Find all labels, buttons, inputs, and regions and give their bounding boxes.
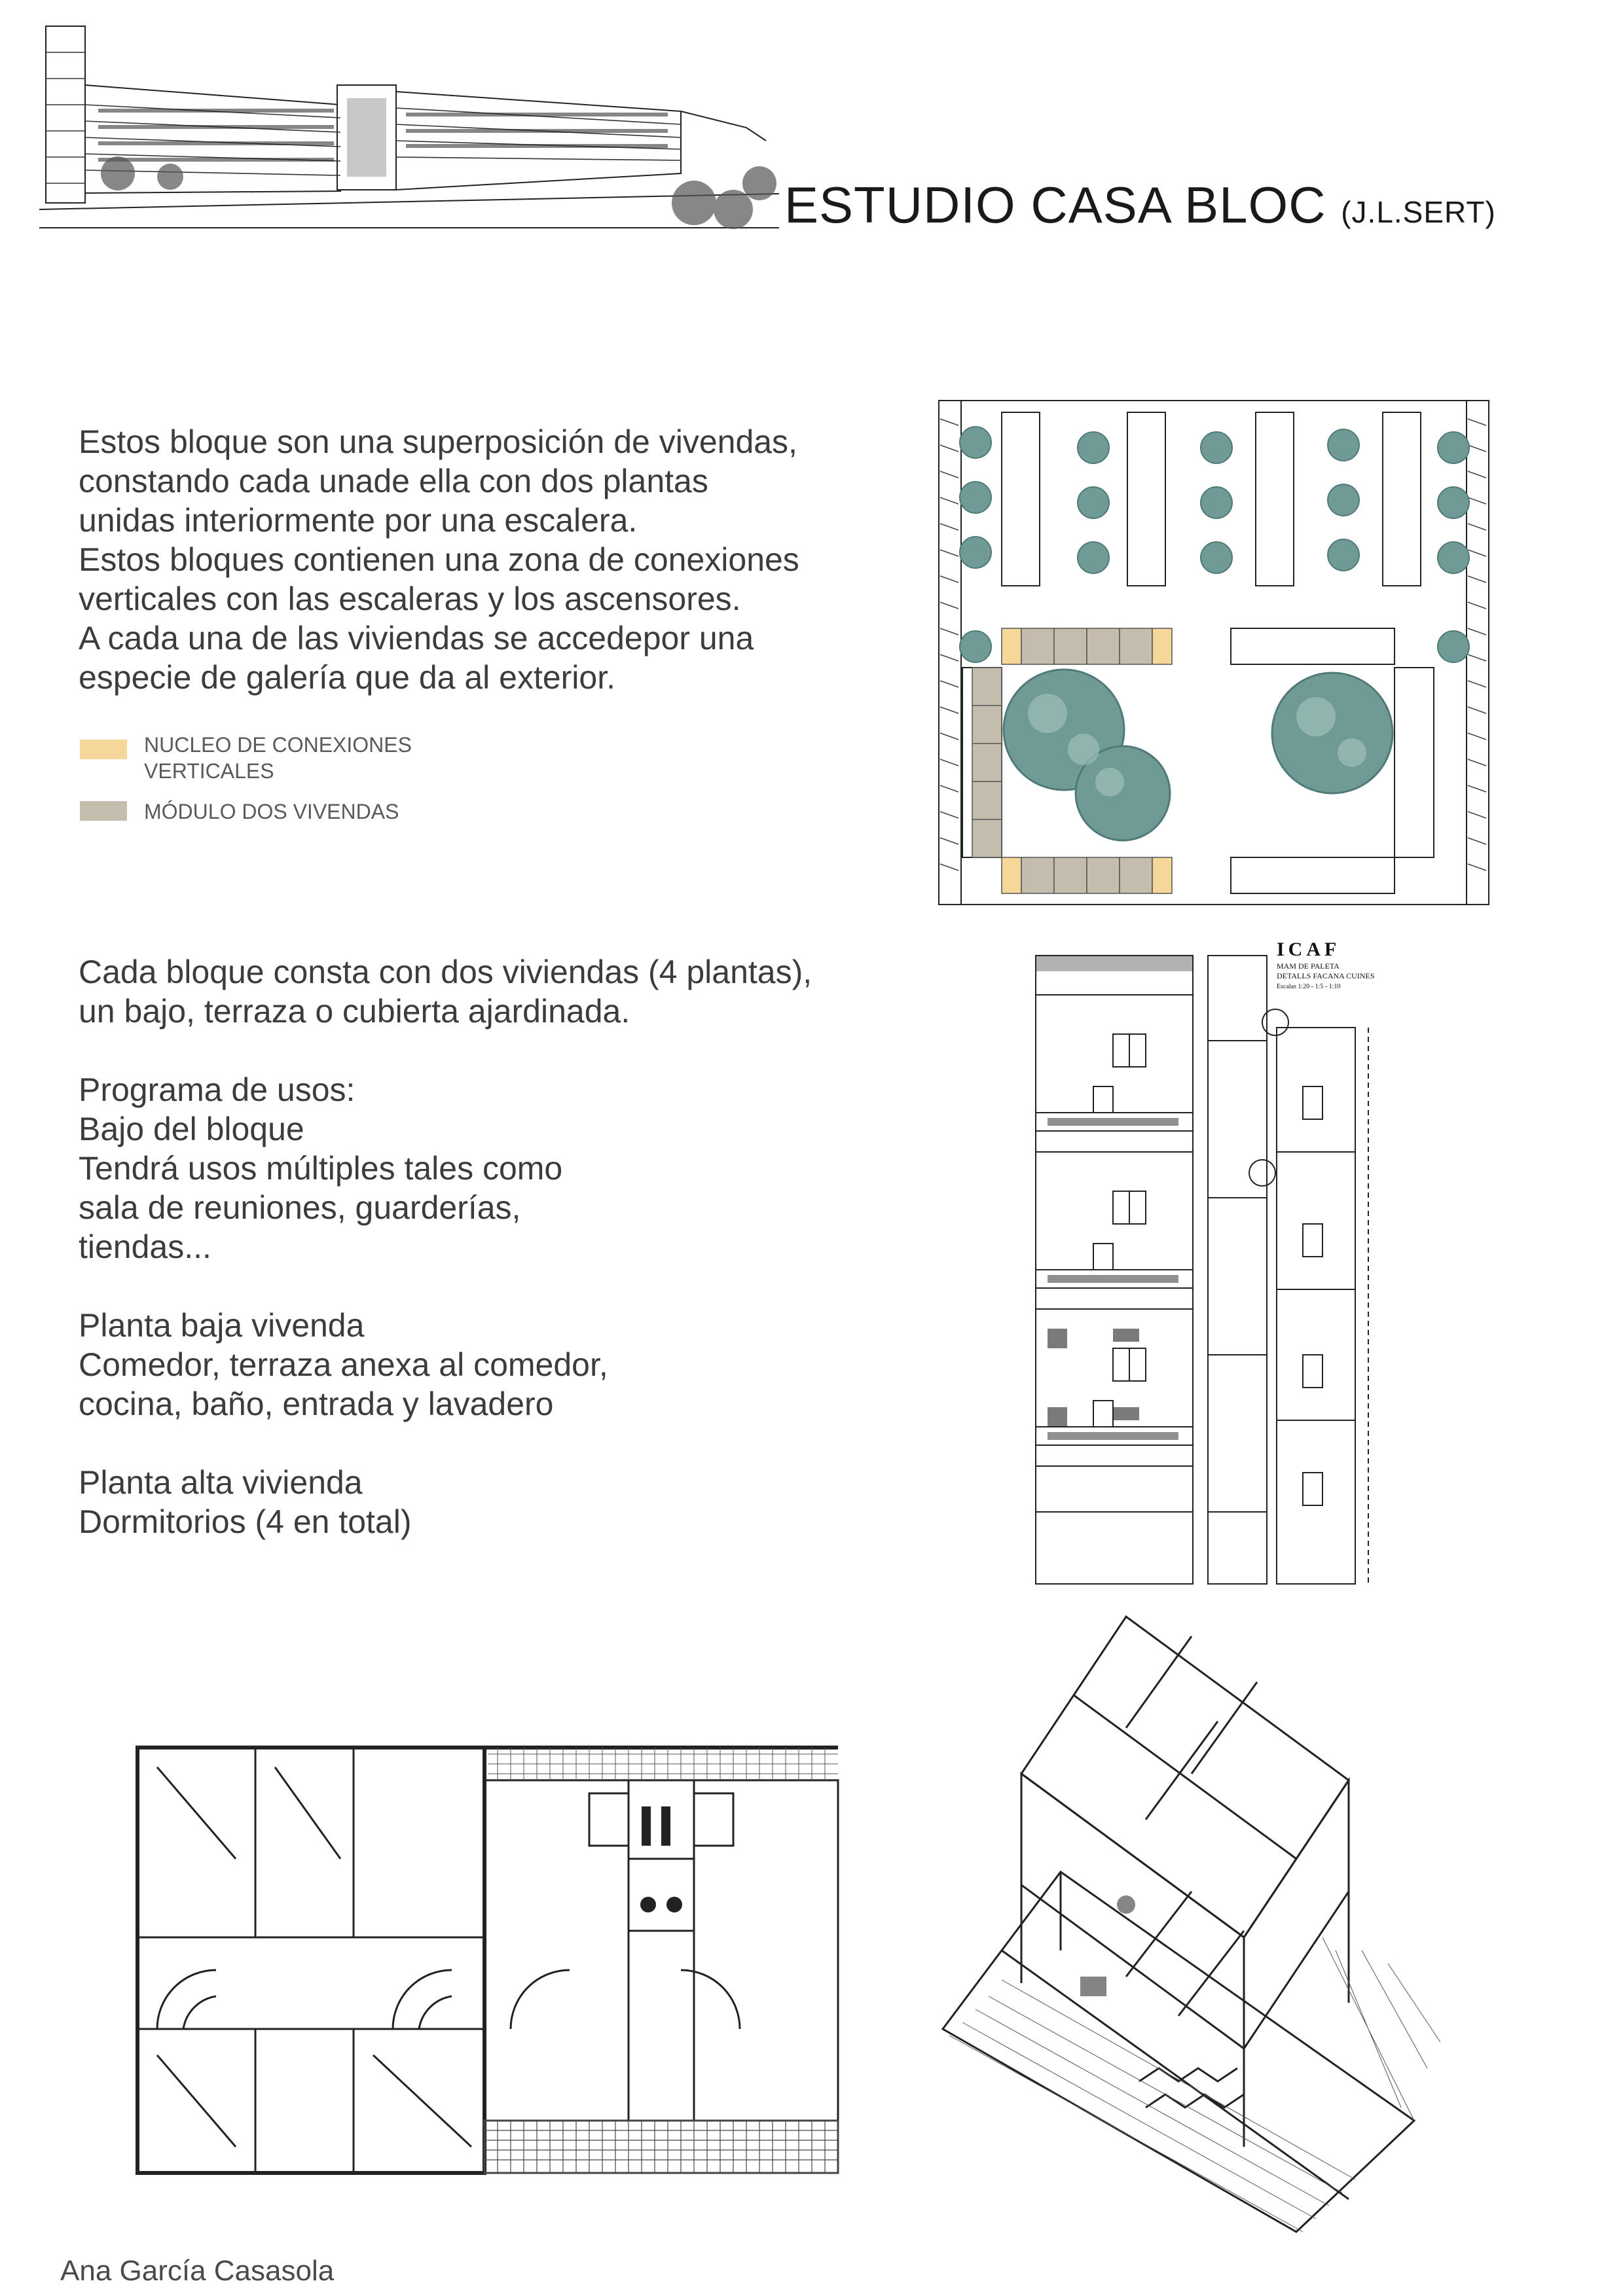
program-line: [79, 1424, 812, 1463]
legend-label-line: VERTICALES: [144, 759, 274, 783]
legend-swatch-core: [80, 740, 127, 759]
intro-line: constando cada unade ella con dos plantas: [79, 463, 708, 499]
site-plan: [936, 393, 1493, 916]
program-line: tiendas...: [79, 1229, 211, 1265]
intro-line: Estos bloques contienen una zona de conexiones: [79, 541, 799, 578]
floor-plan-drawing: [131, 1728, 858, 2199]
stamp-line: DETALLS FACANA CUINES: [1277, 971, 1375, 980]
author-name: Ana García Casasola: [60, 2255, 335, 2287]
program-line: Programa de usos:: [79, 1071, 356, 1108]
program-line: Cada bloque consta con dos viviendas (4 plantas),: [79, 954, 812, 990]
legend-label-core: [144, 732, 412, 784]
program-line: Planta alta vivienda: [79, 1464, 363, 1501]
program-line: cocina, baño, entrada y lavadero: [79, 1386, 554, 1422]
program-line: Bajo del bloque: [79, 1111, 304, 1147]
program-paragraph: [79, 952, 812, 1541]
legend-swatch-module: [80, 801, 127, 821]
intro-line: verticales con las escaleras y los ascensores.: [79, 581, 741, 617]
program-line: Comedor, terraza anexa al comedor,: [79, 1346, 608, 1383]
page-title: [784, 175, 1496, 235]
legend-label-line: MÓDULO DOS VIVENDAS: [144, 800, 399, 823]
building-perspective-sketch: [39, 13, 779, 236]
program-line: Tendrá usos múltiples tales como: [79, 1150, 563, 1187]
program-line: Planta baja vivenda: [79, 1307, 365, 1344]
intro-line: especie de galería que da al exterior.: [79, 659, 615, 696]
program-line: Dormitorios (4 en total): [79, 1503, 412, 1540]
program-line: [79, 1031, 812, 1070]
stamp-title: ICAF: [1277, 939, 1341, 960]
program-line: sala de reuniones, guarderías,: [79, 1189, 521, 1226]
intro-line: Estos bloque son una superposición de vivendas,: [79, 423, 797, 460]
intro-paragraph: [79, 422, 799, 697]
legend-label-line: NUCLEO DE CONEXIONES: [144, 733, 412, 757]
title-main: ESTUDIO CASA BLOC: [784, 176, 1326, 234]
intro-line: unidas interiormente por una escalera.: [79, 502, 638, 539]
program-line: un bajo, terraza o cubierta ajardinada.: [79, 993, 630, 1030]
legend-label-module: [144, 798, 399, 825]
stamp-line: MAM DE PALETA: [1277, 961, 1340, 971]
intro-line: A cada una de las viviendas se accedepor una: [79, 620, 754, 656]
stamp-line: Escalas 1:20 - 1:5 - 1:10: [1277, 983, 1341, 990]
program-line: [79, 1266, 812, 1306]
facade-section-drawing: [1028, 936, 1395, 1590]
axonometric-drawing: [930, 1610, 1506, 2238]
title-suffix: (J.L.SERT): [1341, 195, 1496, 229]
